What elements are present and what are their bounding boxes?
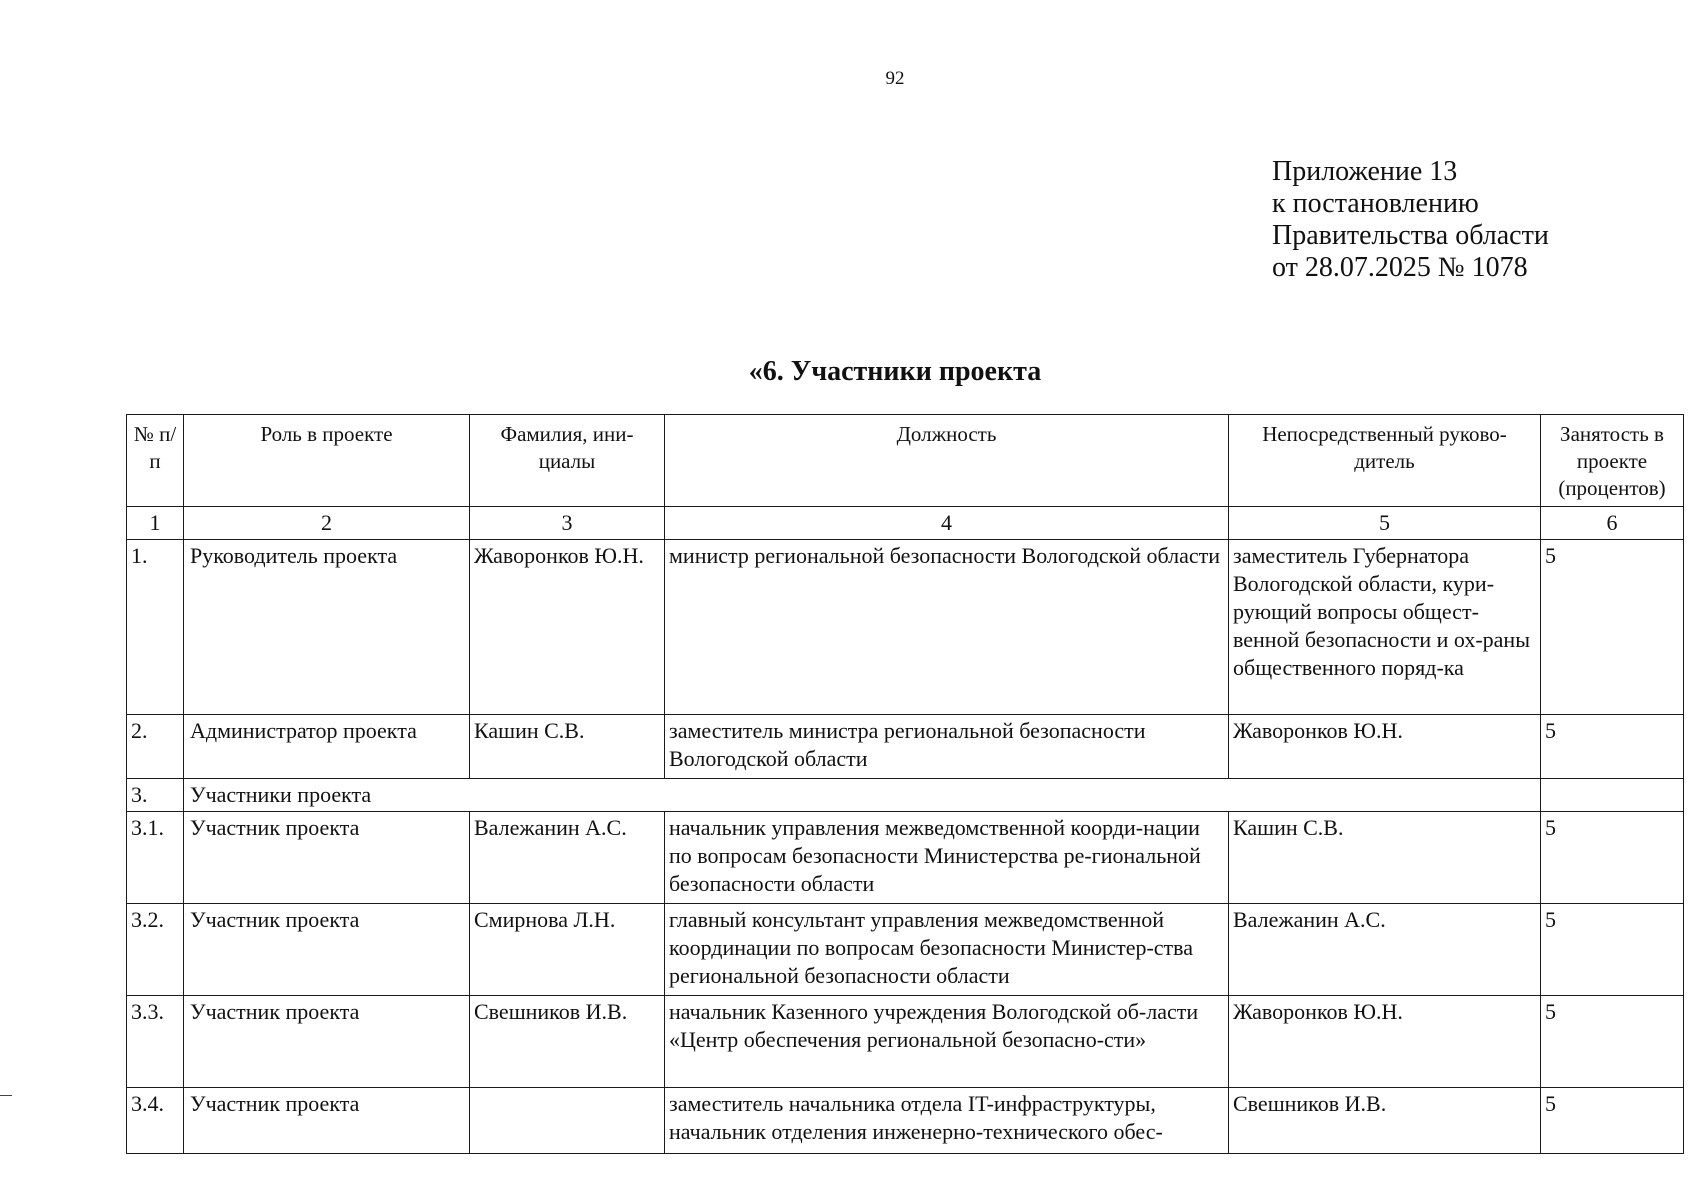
table-row	[127, 715, 1684, 779]
column-number-row	[127, 507, 1684, 540]
cell-manager: Кашин С.В.	[1229, 812, 1541, 904]
cell-role: Руководитель проекта	[184, 540, 470, 715]
cell-employment: 5	[1541, 1088, 1684, 1154]
cell-role: Участник проекта	[184, 996, 470, 1088]
cell-manager: заместитель Губернатора Вологодской области, кури-рующий вопросы общест-венной безопасности и ох-раны общественного поряд-ка	[1229, 540, 1541, 715]
cell-employment: 5	[1541, 904, 1684, 996]
cell-position: заместитель начальника отдела IT-инфраструктуры, начальник отделения инженерно-технического обес-	[665, 1088, 1229, 1154]
cell-position: начальник управления межведомственной коорди-нации по вопросам безопасности Министерства ре-гиональной безопасности области	[665, 812, 1229, 904]
header-num: № п/п	[127, 415, 184, 507]
section-title: «6. Участники проекта	[748, 356, 1042, 387]
cell-employment: 5	[1541, 715, 1684, 779]
cell-name: Свешников И.В.	[470, 996, 665, 1088]
cell-role: Администратор проекта	[184, 715, 470, 779]
header-name: Фамилия, ини-циалы	[470, 415, 665, 507]
column-number: 4	[665, 507, 1229, 540]
participants-table	[126, 414, 1684, 1154]
cell-group-title: Участники проекта	[184, 779, 1541, 812]
cell-employment: 5	[1541, 540, 1684, 715]
cell-num: 1.	[127, 540, 184, 715]
cell-manager: Жаворонков Ю.Н.	[1229, 715, 1541, 779]
cell-employment	[1541, 779, 1684, 812]
cell-num: 2.	[127, 715, 184, 779]
header-role: Роль в проекте	[184, 415, 470, 507]
cell-num: 3.4.	[127, 1088, 184, 1154]
appendix-line-2: к постановлению	[1272, 188, 1479, 219]
header-employment: Занятость в проекте (процентов)	[1541, 415, 1684, 507]
appendix-block	[1272, 156, 1549, 284]
table-row	[127, 1088, 1684, 1154]
table-row	[127, 996, 1684, 1088]
table-row	[127, 904, 1684, 996]
appendix-line-3: Правительства области	[1272, 220, 1549, 251]
cell-num: 3.2.	[127, 904, 184, 996]
column-number: 6	[1541, 507, 1684, 540]
column-number: 2	[184, 507, 470, 540]
cell-role: Участник проекта	[184, 1088, 470, 1154]
cell-name: Кашин С.В.	[470, 715, 665, 779]
cell-name: Жаворонков Ю.Н.	[470, 540, 665, 715]
header-manager: Непосредственный руково-дитель	[1229, 415, 1541, 507]
cell-position: министр региональной безопасности Вологодской области	[665, 540, 1229, 715]
table-row	[127, 540, 1684, 715]
table-row-group-heading	[127, 779, 1684, 812]
margin-mark	[0, 1095, 12, 1096]
column-number: 1	[127, 507, 184, 540]
cell-role: Участник проекта	[184, 812, 470, 904]
cell-name: Смирнова Л.Н.	[470, 904, 665, 996]
cell-manager: Свешников И.В.	[1229, 1088, 1541, 1154]
cell-employment: 5	[1541, 812, 1684, 904]
cell-employment: 5	[1541, 996, 1684, 1088]
column-number: 5	[1229, 507, 1541, 540]
appendix-line-4: от 28.07.2025 № 1078	[1272, 252, 1528, 283]
cell-position: заместитель министра региональной безопасности Вологодской области	[665, 715, 1229, 779]
header-position: Должность	[665, 415, 1229, 507]
table-row	[127, 812, 1684, 904]
page-number: 92	[885, 68, 905, 89]
cell-num: 3.3.	[127, 996, 184, 1088]
appendix-line-1: Приложение 13	[1272, 156, 1458, 187]
cell-num: 3.	[127, 779, 184, 812]
cell-position: начальник Казенного учреждения Вологодской об-ласти «Центр обеспечения региональной безопасно-сти»	[665, 996, 1229, 1088]
cell-manager: Валежанин А.С.	[1229, 904, 1541, 996]
cell-name: Валежанин А.С.	[470, 812, 665, 904]
column-number: 3	[470, 507, 665, 540]
cell-position: главный консультант управления межведомственной координации по вопросам безопасности Министер-ства региональной безопасности области	[665, 904, 1229, 996]
cell-num: 3.1.	[127, 812, 184, 904]
cell-name	[470, 1088, 665, 1154]
cell-manager: Жаворонков Ю.Н.	[1229, 996, 1541, 1088]
cell-role: Участник проекта	[184, 904, 470, 996]
table-header-row	[127, 415, 1684, 507]
